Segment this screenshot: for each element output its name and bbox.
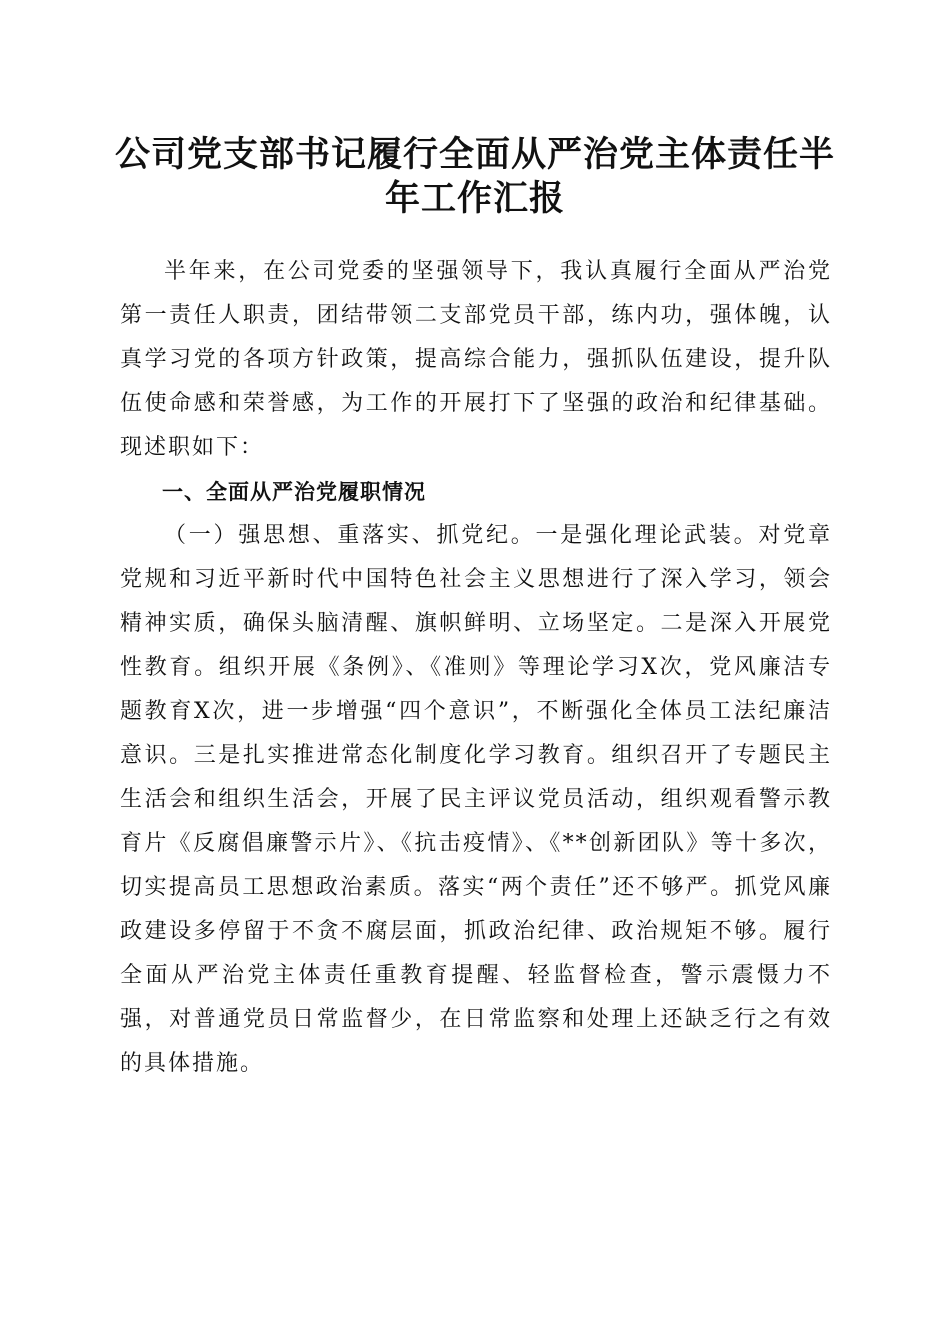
intro-paragraph: 半年来，在公司党委的坚强领导下，我认真履行全面从严治党第一责任人职责，团结带领二支部党员干部，练内功，强体魄，认真学习党的各项方针政策，提高综合能力，强抓队伍建设，提升队伍使命感和荣誉感，为工作的开展打下了坚强的政治和纪律基础。现述职如下： — [120, 259, 832, 460]
title-line-1: 公司党支部书记履行全面从严治党主体责任半 — [114, 134, 835, 175]
document-body — [120, 250, 832, 1086]
section-heading-1: 一、全面从严治党履职情况 — [162, 480, 426, 504]
document-title — [100, 133, 850, 221]
title-line-2: 年工作汇报 — [384, 178, 565, 219]
section-1-paragraph-1: （一）强思想、重落实、抓党纪。一是强化理论武装。对党章党规和习近平新时代中国特色社会主义思想进行了深入学习，领会精神实质，确保头脑清醒、旗帜鲜明、立场坚定。二是深入开展党性教育。组织开展《条例》、《准则》等理论学习X次，党风廉洁专题教育X次，进一步增强“四个意识”，不断强化全体员工法纪廉洁意识。三是扎实推进常态化制度化学习教育。组织召开了专题民主生活会和组织生活会，开展了民主评议党员活动，组织观看警示教育片《反腐倡廉警示片》、《抗击疫情》、《**创新团队》等十多次，切实提高员工思想政治素质。落实“两个责任”还不够严。抓党风廉政建设多停留于不贪不腐层面，抓政治纪律、政治规矩不够。履行全面从严治党主体责任重教育提醒、轻监督检查，警示震慑力不强，对普通党员日常监督少，在日常监察和处理上还缺乏行之有效的具体措施。 — [120, 523, 832, 1076]
